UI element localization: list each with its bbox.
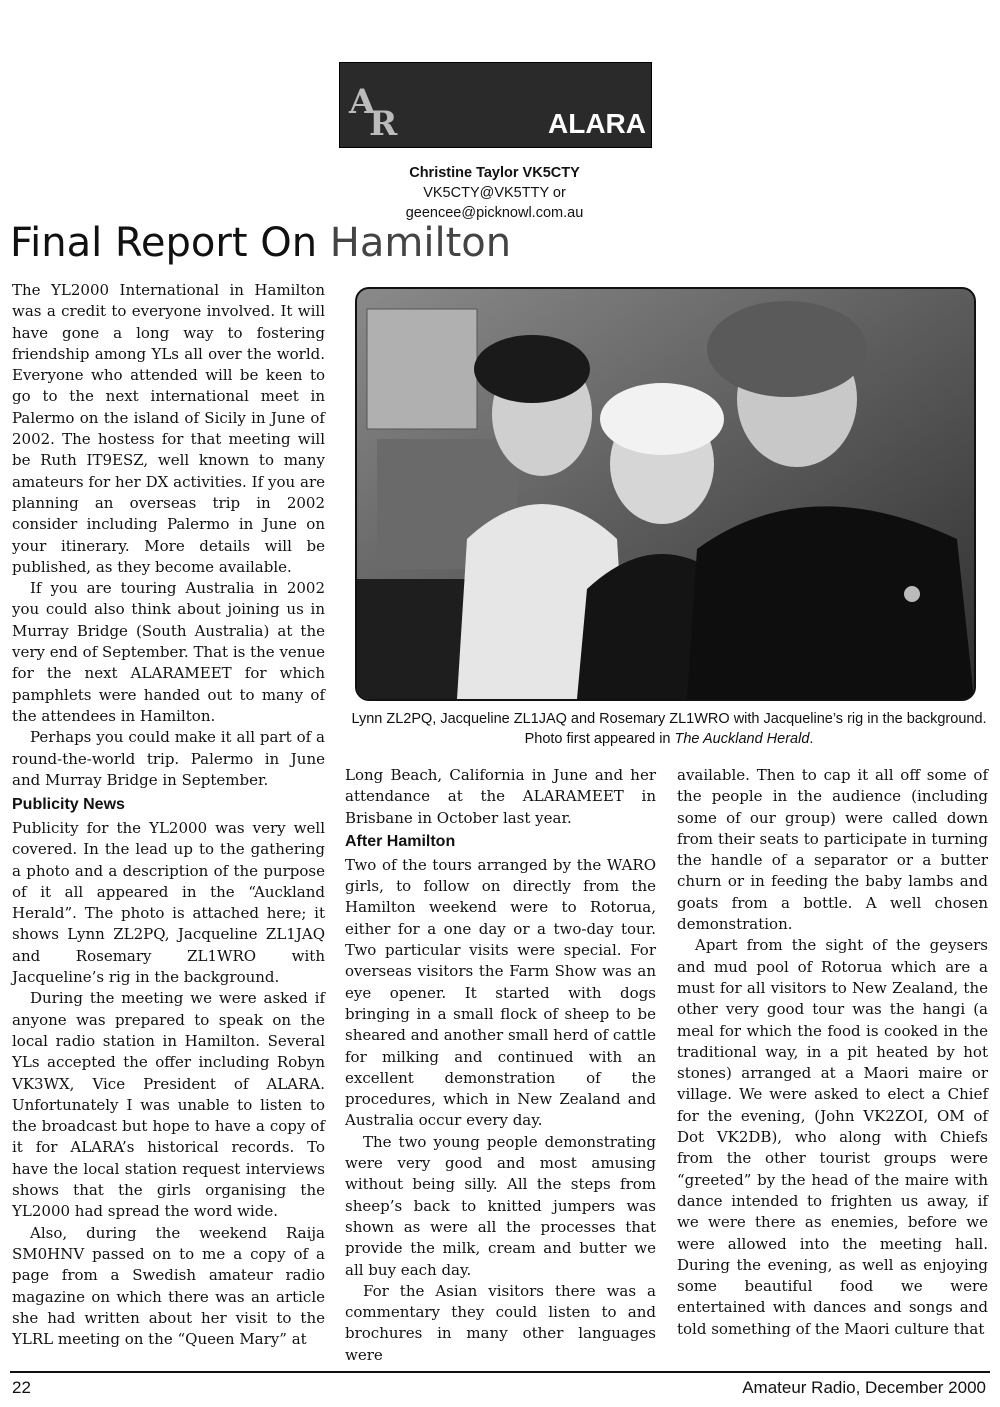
publication-name: Amateur Radio, December 2000: [742, 1378, 986, 1397]
photo-illustration: [357, 289, 974, 699]
column-3: [677, 765, 988, 1340]
logo-letter-r: R: [369, 104, 398, 144]
paragraph: Long Beach, California in June and her attendance at the ALARAMEET in Brisbane in October last year.: [345, 766, 656, 827]
title-part-bold: Final Report On: [10, 220, 318, 266]
ar-logo: [345, 82, 405, 142]
paragraph: Publicity for the YL2000 was very well covered. In the lead up to the gathering a photo and a description of the purpose of it all appeared in the “Auckland Herald”. The photo is attached here; it shows Lynn ZL2PQ, Jacqueline ZL1JAQ and Rosemary ZL1WRO with Jacqueline’s rig in the background.: [12, 819, 325, 987]
paragraph: For the Asian visitors there was a commentary they could listen to and brochures in many other languages were: [345, 1281, 656, 1364]
author-name: Christine Taylor VK5CTY: [409, 165, 580, 181]
paragraph: available. Then to cap it all off some of the people in the audience (including some of our group) were called down from their seats to participate in turning the handle of a separator or a butter churn or in feeding the baby lambs and goats from a bottle. A well chosen demonstration.: [677, 766, 988, 934]
paragraph: The YL2000 International in Hamilton was a credit to everyone involved. It will have gone a long way to fostering friendship among YLs all over the world. Everyone who attended will be keen to go to the next international meet in Palermo on the island of Sicily in June of 2002. The hostess for that meeting will be Ruth IT9ESZ, well known to many amateurs for her DX activities. If you are planning an overseas trip in 2002 consider including Palermo in June on your itinerary. More details will be published, as they become available.: [12, 281, 325, 576]
paragraph: Two of the tours arranged by the WARO girls, to follow on directly from the Hamilton weekend were to Rotorua, either for a one day or a two-day tour. Two particular visits were special. For overseas visitors the Farm Show was an eye opener. It started with dogs bringing in a small flock of sheep to be sheared and another small herd of cattle for milking and continued with an excellent demonstration of the procedures, which in New Zealand and Australia occur every day.: [345, 855, 656, 1130]
column-1-bottom: [12, 792, 325, 1350]
logo-letter-a: A: [349, 82, 376, 122]
paragraph: If you are touring Australia in 2002 you could also think about joining us in Murray Bridge (South Australia) at the very end of September. That is the venue for the next ALARAMEET for which pamphlets were handed out to many of the attendees in Hamilton.: [12, 579, 325, 725]
paragraph: During the meeting we were asked if anyone was prepared to speak on the local radio station in Hamilton. Several YLs accepted the offer including Robyn VK3WX, Vice President of ALARA. Unfortunately I was unable to listen to the broadcast but hope to have a copy of it for ALARA’s historical records. To have the local station request interviews shows that the girls organising the YL2000 had spread the word wide.: [12, 989, 325, 1221]
column-1-top: [12, 280, 325, 791]
paragraph: The two young people demonstrating were very good and most amusing without being silly. All the steps from sheep’s back to knitted jumpers was shown as were all the processes that provide the milk, cream and butter we all buy each day.: [345, 1132, 656, 1279]
section-heading-publicity: Publicity News: [12, 796, 125, 813]
caption-source: The Auckland Herald: [674, 731, 810, 747]
column-name: ALARA: [548, 108, 646, 139]
paragraph: Perhaps you could make it all part of a round-the-world trip. Palermo in June and Murray Bridge in September.: [12, 728, 325, 789]
title-part-light: Hamilton: [329, 220, 512, 266]
caption-end: .: [809, 731, 814, 747]
caption-text: Lynn ZL2PQ, Jacqueline ZL1JAQ and Rosemary ZL1WRO with Jacqueline’s rig in the background. Photo first appeared in: [351, 711, 987, 747]
byline: [339, 163, 650, 223]
article-title: [10, 220, 511, 266]
footer-divider: [10, 1371, 990, 1373]
paragraph: Apart from the sight of the geysers and mud pool of Rotorua which are a must for all visitors to New Zealand, the other very good tour was the hangi (a meal for which the food is cooked in the traditional way, in a pit heated by hot stones) arranged at a Maori maire or village. We were asked to elect a Chief for the evening, (John VK2ZOI, OM of Dot VK2DB), who along with Chiefs from the other tourist groups were “greeted” by the head of the maire with dance intended to frighten us away, if we were there as enemies, before we were allowed into the meeting hall. During the evening, as well as enjoying some beautiful food we were entertained with dances and songs and told something of the Maori culture that: [677, 936, 988, 1338]
column-2: [345, 765, 656, 1366]
author-contact: VK5CTY@VK5TTY or geencee@picknowl.com.au: [405, 185, 584, 221]
article-photo: [355, 287, 976, 701]
section-heading-after-hamilton: After Hamilton: [345, 832, 456, 850]
paragraph: Also, during the weekend Raija SM0HNV passed on to me a copy of a page from a Swedish amateur radio magazine on which there was an article she had written about her visit to the YLRL meeting on the “Queen Mary” at: [12, 1223, 325, 1349]
page-number: 22: [12, 1378, 31, 1397]
photo-caption: [348, 709, 990, 749]
